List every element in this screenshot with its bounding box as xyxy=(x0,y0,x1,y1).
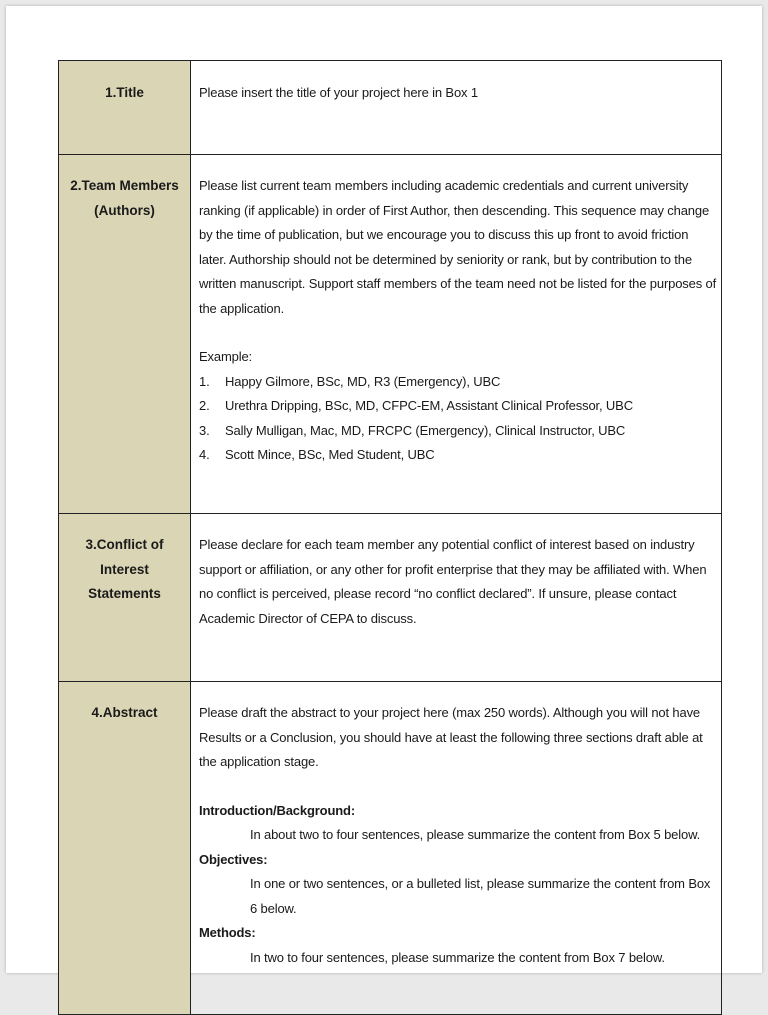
conflict-of-interest-label xyxy=(59,514,191,682)
conflict-label-line1: 3.Conflict of xyxy=(85,537,164,552)
example-list xyxy=(199,370,717,468)
example-label: Example: xyxy=(199,349,252,364)
document-page xyxy=(6,6,762,973)
list-item xyxy=(199,419,717,444)
list-item-text: Scott Mince, BSc, Med Student, UBC xyxy=(225,447,435,462)
conflict-of-interest-instructions: Please declare for each team member any potential conflict of interest based on industry support or affiliation, or any other for profit enterprise that they may be affiliated with. When no conflict is perceived, please record “no conflict declared”. If unsure, please contact Academic Director of CEPA to discuss. xyxy=(199,537,707,626)
introduction-heading: Introduction/Background: xyxy=(199,802,355,818)
methods-body: In two to four sentences, please summarize the content from Box 7 below. xyxy=(250,949,665,965)
list-item-text: Happy Gilmore, BSc, MD, R3 (Emergency), UBC xyxy=(225,373,501,389)
title-instructions: Please insert the title of your project here in Box 1 xyxy=(199,85,478,100)
objectives-body: In one or two sentences, or a bulleted list, please summarize the content from Box 6 below. xyxy=(250,876,711,916)
list-item-number: 3. xyxy=(199,422,210,438)
team-members-label-line2: (Authors) xyxy=(94,202,155,218)
paragraph-spacer xyxy=(199,775,717,799)
list-item-text: Urethra Dripping, BSc, MD, CFPC-EM, Assistant Clinical Professor, UBC xyxy=(225,398,633,413)
team-members-content[interactable] xyxy=(191,155,722,514)
team-members-instructions: Please list current team members including academic credentials and current university ranking (if applicable) in order of First Author, then descending. This sequence may change by the time of publication, but we encourage you to discuss this up front to avoid friction later. Authorship should not be determined by seniority or rank, but by contribution to the written manuscript. Support staff members of the team need not be listed for the purposes of the application. xyxy=(199,178,717,316)
list-item xyxy=(199,394,717,419)
application-form-table xyxy=(58,60,722,1015)
list-item-number: 4. xyxy=(199,447,210,462)
abstract-instructions: Please draft the abstract to your project here (max 250 words). Although you will not have Results or a Conclusion, you should have at least the following three sections draft able at the application stage. xyxy=(199,705,703,769)
conflict-label-line3: Statements xyxy=(88,586,161,601)
team-members-row xyxy=(59,155,722,514)
conflict-of-interest-content[interactable] xyxy=(191,514,722,682)
abstract-content[interactable] xyxy=(191,682,722,1015)
list-item xyxy=(199,443,717,468)
conflict-of-interest-row xyxy=(59,514,722,682)
title-content[interactable] xyxy=(191,61,722,155)
abstract-row xyxy=(59,682,722,1015)
team-members-label xyxy=(59,155,191,514)
introduction-body: In about two to four sentences, please summarize the content from Box 5 below. xyxy=(250,827,701,842)
paragraph-spacer xyxy=(199,321,717,345)
conflict-label-line2: Interest xyxy=(100,561,149,577)
title-label-text: 1.Title xyxy=(105,85,144,100)
list-item-number: 2. xyxy=(199,398,210,413)
methods-heading: Methods: xyxy=(199,925,256,940)
list-item-number: 1. xyxy=(199,373,210,389)
list-item-text: Sally Mulligan, Mac, MD, FRCPC (Emergency), Clinical Instructor, UBC xyxy=(225,422,626,438)
abstract-label xyxy=(59,682,191,1015)
list-item xyxy=(199,370,717,395)
title-row xyxy=(59,61,722,155)
abstract-label-text: 4.Abstract xyxy=(91,705,158,720)
team-members-label-line1: 2.Team Members xyxy=(70,178,179,193)
objectives-heading: Objectives: xyxy=(199,851,268,867)
title-label xyxy=(59,61,191,155)
